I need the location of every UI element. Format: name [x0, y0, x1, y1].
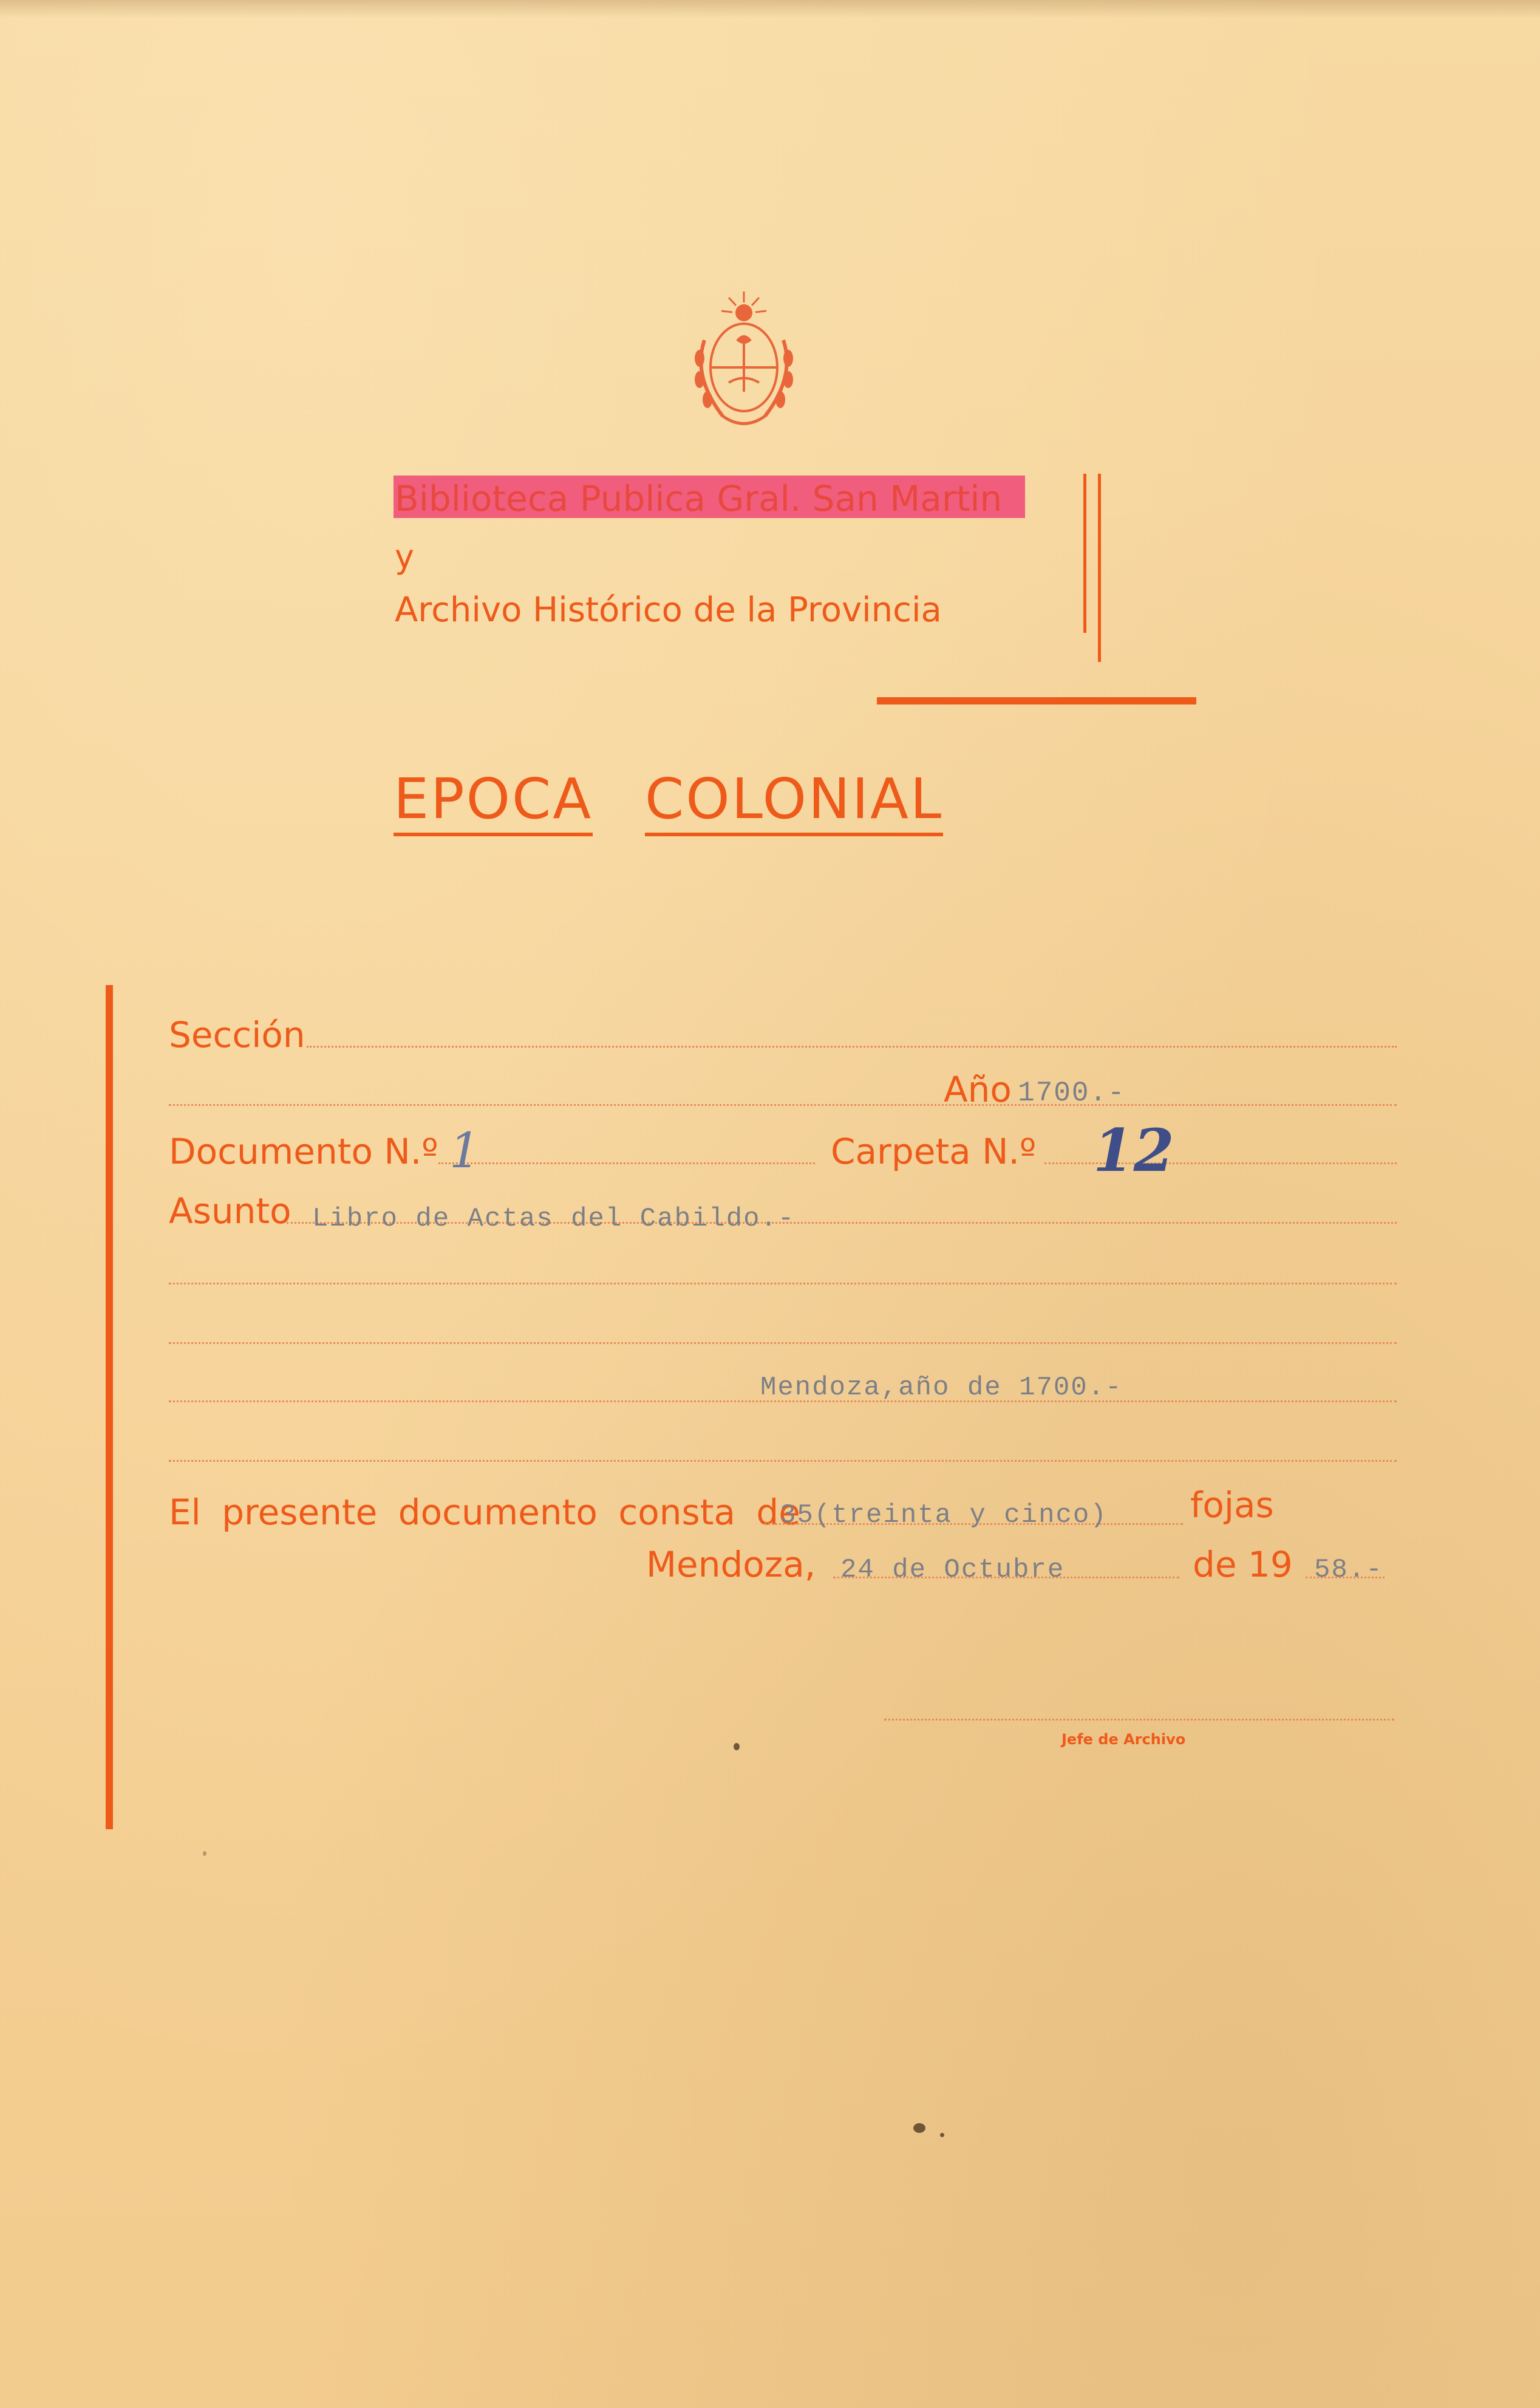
- paper-speck: [913, 2123, 925, 2133]
- paper-speck: [940, 2133, 944, 2137]
- year-suffix-value: 58.-: [1314, 1555, 1383, 1585]
- anio-label: Año: [944, 1069, 1012, 1110]
- form-left-bar: [106, 985, 113, 1829]
- paper-edge: [0, 0, 1540, 18]
- documento-value: 1: [449, 1122, 480, 1179]
- documento-label: Documento N.º: [169, 1131, 438, 1172]
- header-underline-bar: [877, 697, 1196, 704]
- title-word-epoca: EPOCA: [394, 766, 593, 836]
- asunto-label: Asunto: [169, 1190, 291, 1232]
- paper-speck: [734, 1743, 740, 1750]
- mendoza-label: Mendoza,: [646, 1544, 816, 1585]
- de19-label: de 19: [1193, 1544, 1293, 1585]
- anio-line: [169, 1104, 1397, 1106]
- date-value: 24 de Octubre: [840, 1555, 1065, 1585]
- paper-speck: [203, 1851, 206, 1856]
- title-word-colonial: COLONIAL: [645, 766, 943, 836]
- blank-line-2: [169, 1342, 1397, 1344]
- header-rule-right: [1098, 474, 1101, 662]
- institution-line1: Biblioteca Publica Gral. San Martin: [395, 478, 1003, 519]
- signature-label: Jefe de Archivo: [1061, 1731, 1186, 1748]
- asunto-value: Libro de Actas del Cabildo.-: [312, 1204, 796, 1234]
- header-rule-left: [1083, 474, 1086, 633]
- blank-line-1: [169, 1283, 1397, 1284]
- seccion-label: Sección: [169, 1014, 305, 1056]
- anio-value: 1700.-: [1018, 1077, 1126, 1109]
- consta-value: 35(treinta y cinco): [780, 1500, 1108, 1530]
- blank-line-3: [169, 1460, 1397, 1462]
- consta-label: El presente documento consta de: [169, 1492, 800, 1533]
- institution-line2: Archivo Histórico de la Provincia: [395, 590, 942, 630]
- signature-line: [884, 1719, 1394, 1721]
- coat-of-arms-icon: [686, 285, 802, 437]
- documento-line: [438, 1162, 815, 1164]
- carpeta-label: Carpeta N.º: [831, 1131, 1037, 1172]
- place-year-value: Mendoza,año de 1700.-: [760, 1373, 1123, 1403]
- institution-conjunction: y: [395, 537, 414, 576]
- carpeta-value: 12: [1093, 1116, 1174, 1185]
- seccion-line: [307, 1046, 1397, 1048]
- fojas-label: fojas: [1190, 1484, 1274, 1526]
